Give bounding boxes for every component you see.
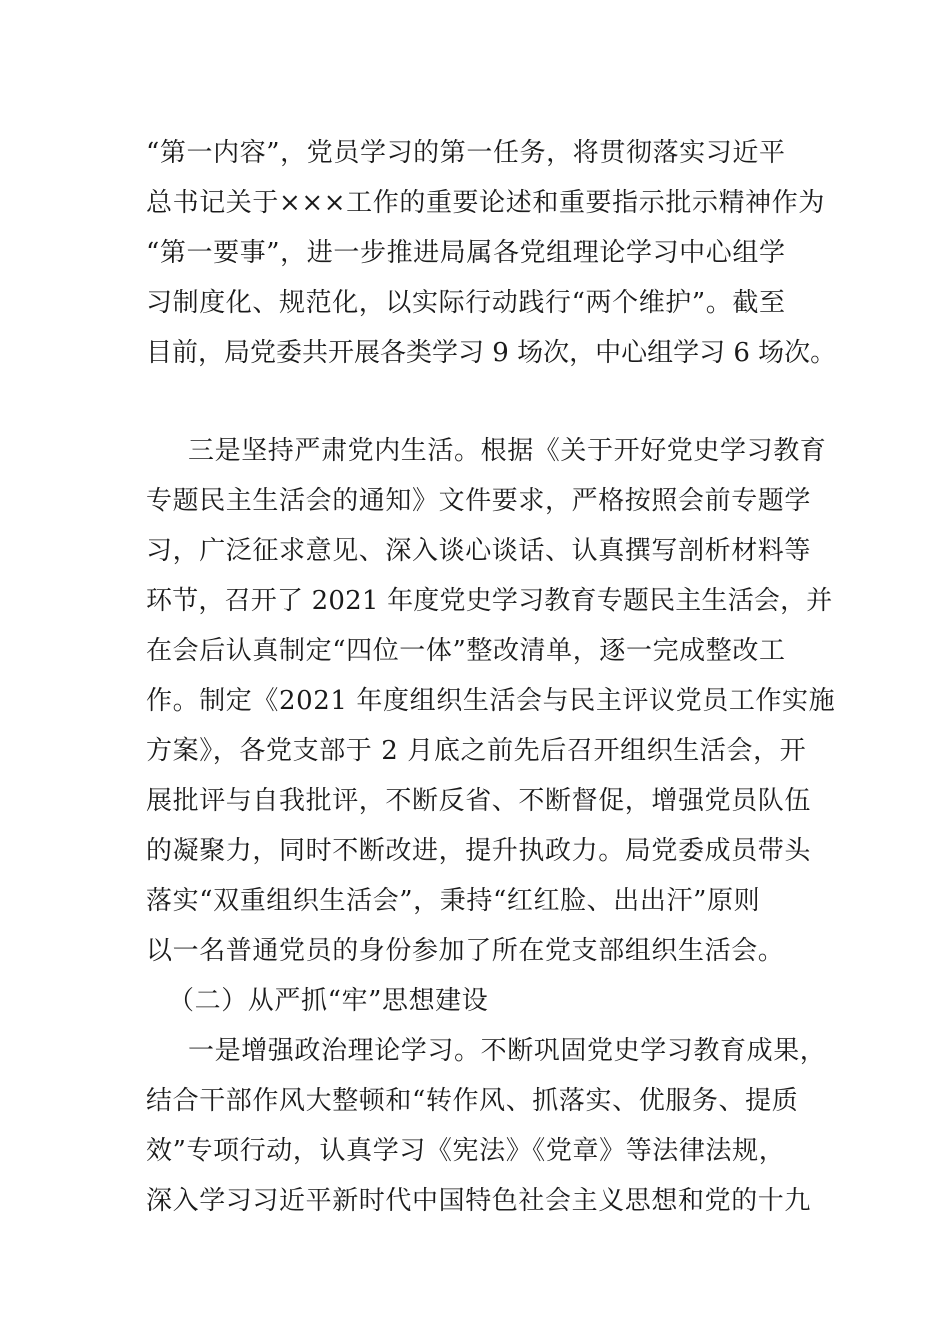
section-heading: （二）从严抓“牢”思想建设 [168, 986, 489, 1016]
paragraph-2-line-7: 方案》，各党支部于 2 月底之前先后召开组织生活会，开 [146, 736, 807, 766]
paragraph-1-line-1: “第一内容”，党员学习的第一任务，将贯彻落实习近平 [146, 138, 786, 168]
paragraph-3-line-4: 深入学习习近平新时代中国特色社会主义思想和党的十九 [146, 1186, 812, 1216]
paragraph-2-line-5: 在会后认真制定“四位一体”整改清单，逐一完成整改工 [146, 636, 786, 666]
paragraph-2-line-2: 专题民主生活会的通知》文件要求，严格按照会前专题学 [146, 486, 812, 516]
paragraph-1-line-3: “第一要事”，进一步推进局属各党组理论学习中心组学 [146, 238, 786, 268]
paragraph-2-line-1: 三是坚持严肃党内生活。根据《关于开好党史学习教育 [188, 436, 827, 466]
paragraph-2-line-8: 展批评与自我批评，不断反省、不断督促，增强党员队伍 [146, 786, 812, 816]
paragraph-2-line-6: 作。制定《2021 年度组织生活会与民主评议党员工作实施 [146, 686, 836, 716]
paragraph-2-line-11: 以一名普通党员的身份参加了所在党支部组织生活会。 [146, 936, 785, 966]
paragraph-2-line-3: 习，广泛征求意见、深入谈心谈话、认真撰写剖析材料等 [146, 536, 812, 566]
paragraph-1-line-2: 总书记关于×××工作的重要论述和重要指示批示精神作为 [146, 188, 825, 218]
paragraph-3-line-1: 一是增强政治理论学习。不断巩固党史学习教育成果， [188, 1036, 827, 1066]
paragraph-1-line-4: 习制度化、规范化，以实际行动践行“两个维护”。截至 [146, 288, 786, 318]
paragraph-3-line-2: 结合干部作风大整顿和“转作风、抓落实、优服务、提质 [146, 1086, 799, 1116]
paragraph-1-line-5: 目前，局党委共开展各类学习 9 场次，中心组学习 6 场次。 [146, 338, 837, 368]
paragraph-3-line-3: 效”专项行动，认真学习《宪法》《党章》等法律法规， [146, 1136, 786, 1166]
paragraph-2-line-10: 落实“双重组织生活会”，秉持“红红脸、出出汗”原则 [146, 886, 761, 916]
paragraph-2-line-9: 的凝聚力，同时不断改进，提升执政力。局党委成员带头 [146, 836, 812, 866]
paragraph-2-line-4: 环节，召开了 2021 年度党史学习教育专题民主生活会，并 [146, 586, 833, 616]
